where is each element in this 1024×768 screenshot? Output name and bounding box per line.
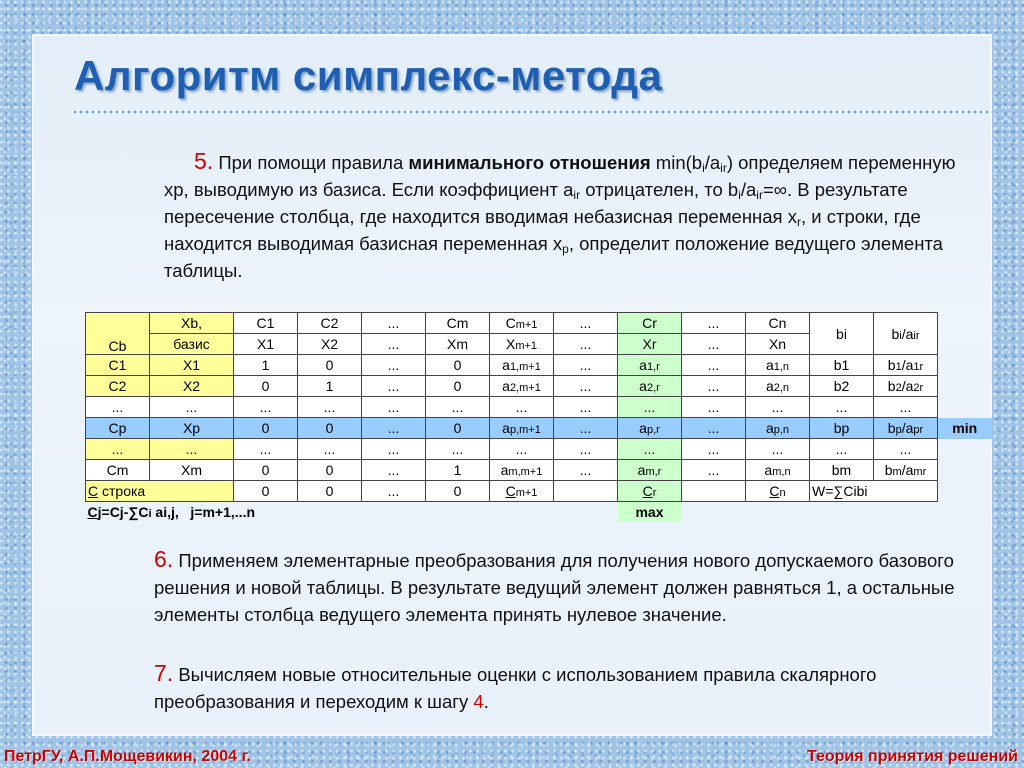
step-6-paragraph [154, 546, 974, 628]
subscript: p [562, 242, 569, 256]
cell: Cn [746, 481, 810, 502]
cell [682, 481, 746, 502]
cell: ... [554, 439, 618, 460]
cell: 0 [234, 376, 298, 397]
pivot-element: ap,r [618, 418, 682, 439]
cell-ratio: bm/amr [874, 460, 938, 481]
header-cb: Cb [86, 313, 150, 355]
cell: Cm [86, 460, 150, 481]
header-xm1: Xm+1 [490, 334, 554, 355]
simplex-table [85, 312, 992, 522]
cell: ... [682, 355, 746, 376]
cell-pivot-column: am,r [618, 460, 682, 481]
header-dots: ... [362, 313, 426, 334]
cell-pivot-row: Xp [150, 418, 234, 439]
cell: ... [554, 397, 618, 418]
header-x1: X1 [234, 334, 298, 355]
c-row-label: C строка [86, 481, 234, 502]
empty-cell [938, 376, 992, 397]
cell: 0 [426, 376, 490, 397]
cell: ... [362, 460, 426, 481]
step-ref: 4 [473, 691, 484, 712]
cell: a1,n [746, 355, 810, 376]
cell-cb: C2 [86, 376, 150, 397]
cell: ... [490, 397, 554, 418]
step-5-text: При помощи правила [213, 152, 409, 173]
cell: 0 [298, 481, 362, 502]
cell-pivot-column: Cr [618, 481, 682, 502]
header-cm: Cm [426, 313, 490, 334]
cell: 0 [234, 460, 298, 481]
max-label: max [618, 502, 682, 523]
header-basis: базис [150, 334, 234, 355]
header-dots: ... [554, 313, 618, 334]
subscript: i [738, 188, 741, 202]
relative-estimate-formula: Cj=Cj-∑Ci ai,j, j=m+1,...n [87, 504, 256, 520]
table-row [86, 460, 992, 481]
cell: ... [298, 439, 362, 460]
header-dots: ... [682, 313, 746, 334]
table-row [86, 439, 992, 460]
cell: ... [362, 376, 426, 397]
objective-formula: W=∑Cibi [810, 481, 938, 502]
empty-cell [938, 481, 992, 502]
cell: 0 [298, 460, 362, 481]
empty-cell [682, 502, 992, 523]
header-c1: C1 [234, 313, 298, 334]
cell: ... [682, 397, 746, 418]
cell-ratio: b1/a1r [874, 355, 938, 376]
header-bi: bi [810, 313, 874, 355]
footer-course: Теория принятия решений [806, 748, 1018, 765]
cell: ... [554, 355, 618, 376]
step-6-text: Применяем элементарные преобразования для получения нового допускаемого базового решения и новой таблицы. В результате ведущий элемент должен равняться 1, а остальные элементы столбца ведущего элемента принять нулевое значение. [154, 550, 955, 625]
cell-pivot-column: a1,r [618, 355, 682, 376]
cell: ... [234, 439, 298, 460]
cell-cb: C1 [86, 355, 150, 376]
empty-cell [938, 460, 992, 481]
cell: a2,n [746, 376, 810, 397]
cell: ... [810, 439, 874, 460]
header-cr: Cr [618, 313, 682, 334]
table-row [86, 376, 992, 397]
step-5-number: 5. [194, 148, 214, 174]
cell: 0 [426, 355, 490, 376]
cell [554, 481, 618, 502]
cell: ... [746, 439, 810, 460]
table-row [86, 355, 992, 376]
subscript: ir [720, 161, 727, 175]
step-7-end: . [483, 691, 489, 712]
subscript: i [702, 161, 705, 175]
cell-pivot-row: Cp [86, 418, 150, 439]
cell: ... [810, 397, 874, 418]
cell: ... [426, 397, 490, 418]
cell-xb: X1 [150, 355, 234, 376]
step-7-text: Вычисляем новые относительные оценки с использованием правила скалярного преобразования и переходим к шагу [154, 664, 877, 712]
header-dots: ... [554, 334, 618, 355]
header-xb: Xb, [150, 313, 234, 334]
cell-ratio: b2/a2r [874, 376, 938, 397]
cell-pivot-row: 0 [234, 418, 298, 439]
cell: a1,m+1 [490, 355, 554, 376]
cell: ... [682, 376, 746, 397]
cell: ... [874, 439, 938, 460]
empty-cell [938, 355, 992, 376]
c-row [86, 481, 992, 502]
step-5-text: =∞. В результате пересечение столбца, где находится вводимая небазисная переменная x [164, 179, 908, 227]
formula-row [86, 502, 992, 523]
cell: ... [234, 397, 298, 418]
table-row-pivot [86, 418, 992, 439]
cell: ... [362, 355, 426, 376]
step-5-bold-term: минимального отношения [408, 152, 651, 173]
header-cn: Cn [746, 313, 810, 334]
step-7-number: 7. [154, 660, 174, 686]
cell: 1 [234, 355, 298, 376]
cell-b: bm [810, 460, 874, 481]
cell: Cm+1 [490, 481, 554, 502]
header-xn: Xn [746, 334, 810, 355]
step-5-text: /a [704, 152, 721, 173]
cell-pivot-row: ... [554, 418, 618, 439]
cell-pivot-row: ... [362, 418, 426, 439]
cell: am,n [746, 460, 810, 481]
cell-xb: ... [150, 439, 234, 460]
min-label: min [938, 418, 992, 439]
cell: 0 [426, 481, 490, 502]
cell-b: b1 [810, 355, 874, 376]
step-6-number: 6. [154, 546, 174, 572]
title-divider [72, 110, 992, 114]
cell: ... [554, 460, 618, 481]
step-5-text: ) определяем переменную xp, выводимую из базиса. Если коэффициент a [164, 152, 956, 200]
header-cm1: Cm+1 [490, 313, 554, 334]
step-5-paragraph [164, 148, 964, 284]
step-5-text: min(b [650, 152, 703, 173]
cell: a2,m+1 [490, 376, 554, 397]
header-xm: Xm [426, 334, 490, 355]
cell: 0 [298, 355, 362, 376]
cell-pivot-row: 0 [298, 418, 362, 439]
cell-pivot-column: ... [618, 439, 682, 460]
cell: ... [874, 397, 938, 418]
header-x2: X2 [298, 334, 362, 355]
subscript: r [796, 215, 801, 229]
header-dots: ... [682, 334, 746, 355]
step-5-text: /a [740, 179, 757, 200]
empty-cell [938, 397, 992, 418]
cell: ... [86, 397, 150, 418]
table-header-row [86, 313, 992, 334]
footer-author: ПетрГУ, А.П.Мощевикин, 2004 г. [4, 748, 251, 765]
cell: ... [426, 439, 490, 460]
cell: am,m+1 [490, 460, 554, 481]
cell: ... [746, 397, 810, 418]
cell: 1 [298, 376, 362, 397]
slide-title: Алгоритм симплекс-метода [74, 52, 663, 99]
step-5-text: отрицателен, то b [580, 179, 739, 200]
cell: ... [298, 397, 362, 418]
cell-cb: ... [86, 439, 150, 460]
cell-b: b2 [810, 376, 874, 397]
cell: 0 [234, 481, 298, 502]
header-ratio: bi/air [874, 313, 938, 355]
cell-pivot-column: a2,r [618, 376, 682, 397]
header-c2: C2 [298, 313, 362, 334]
cell-pivot-row: ... [682, 418, 746, 439]
cell-pivot-row: bp [810, 418, 874, 439]
subscript: ir [756, 188, 763, 202]
header-xr: Xr [618, 334, 682, 355]
cell: ... [554, 376, 618, 397]
step-7-paragraph [154, 660, 974, 715]
cell: 1 [426, 460, 490, 481]
cell: ... [490, 439, 554, 460]
table-row [86, 397, 992, 418]
cell-pivot-row: ap,m+1 [490, 418, 554, 439]
cell: Xm [150, 460, 234, 481]
cell-pivot-row: 0 [426, 418, 490, 439]
cell-pivot-ratio: bp/apr [874, 418, 938, 439]
step-5-text: , и строки, где находится выводимая базисная переменная x [164, 206, 921, 254]
cell: ... [682, 460, 746, 481]
cell: ... [362, 397, 426, 418]
cell: ... [150, 397, 234, 418]
cell-xb: X2 [150, 376, 234, 397]
cell: ... [682, 439, 746, 460]
subscript: ir [573, 188, 581, 202]
empty-cell [938, 439, 992, 460]
header-dots: ... [362, 334, 426, 355]
step-5-text: , определит положение ведущего элемента таблицы. [164, 233, 943, 281]
cell: ... [362, 439, 426, 460]
cell: ... [362, 481, 426, 502]
cell-pivot-row: ap,n [746, 418, 810, 439]
empty-cell [938, 313, 992, 355]
cell-pivot-column: ... [618, 397, 682, 418]
